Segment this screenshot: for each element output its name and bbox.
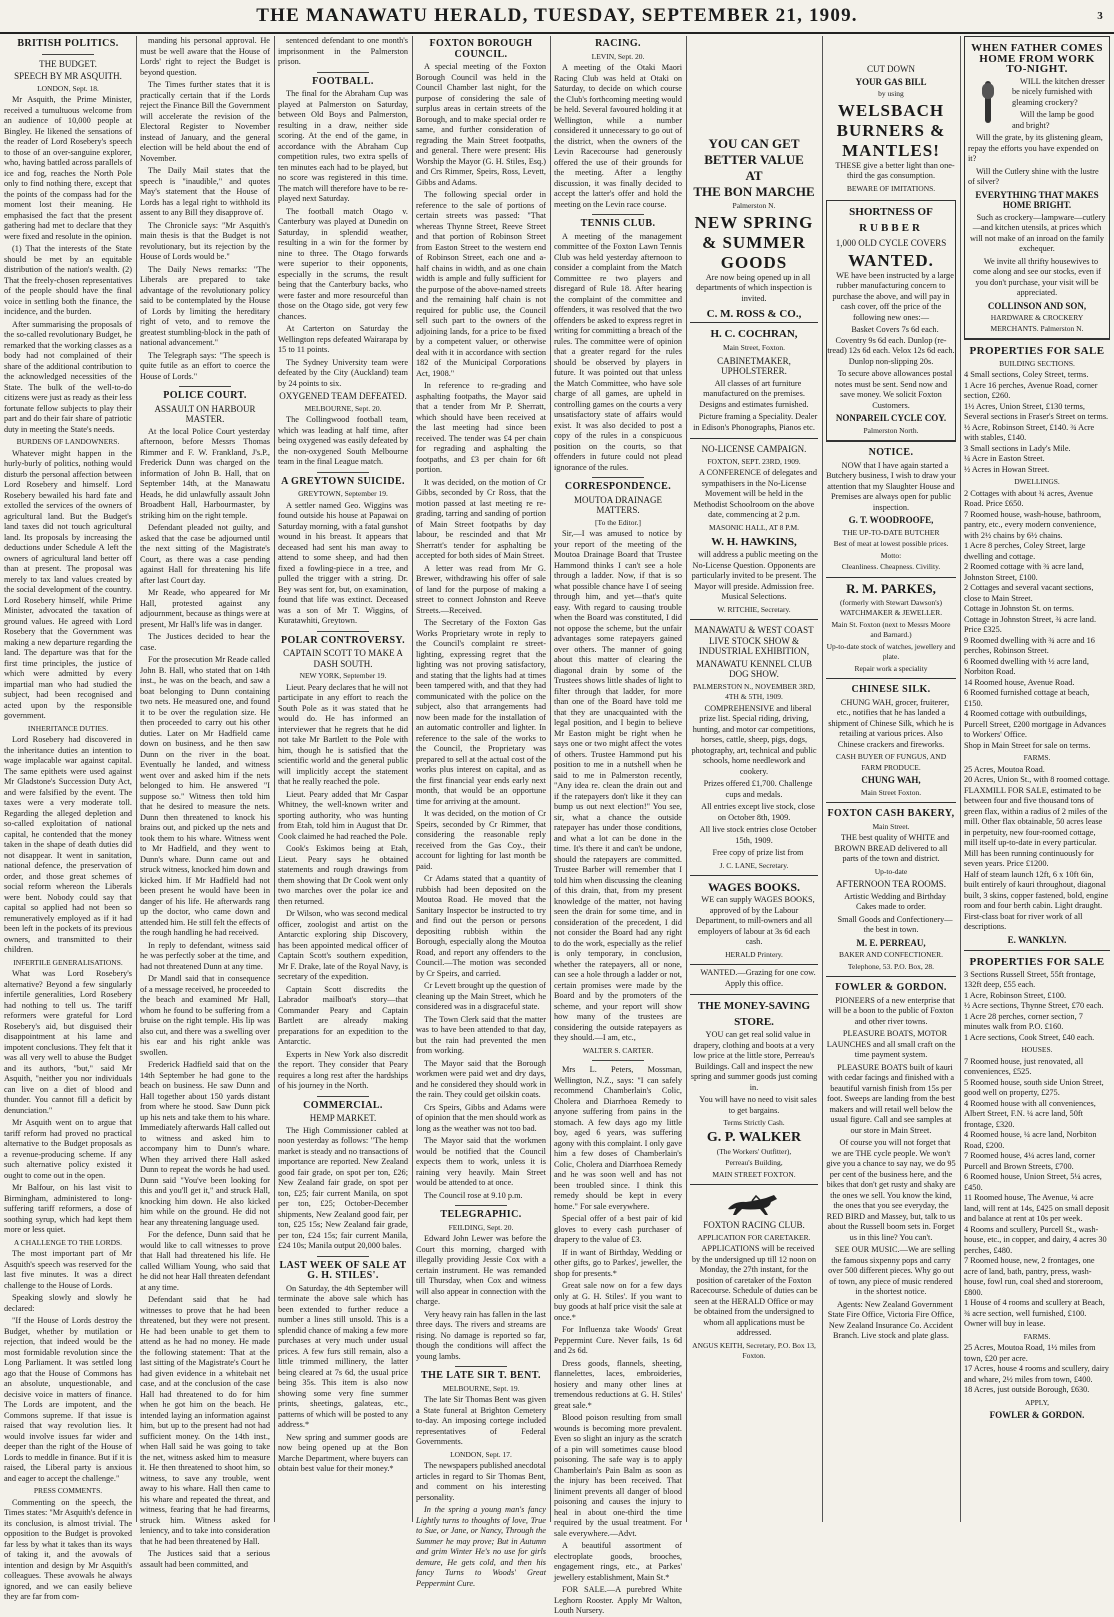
property-list: 4 Small sections, Coley Street, terms. 1 Acre 16 perches, Avenue Road, corner section, £260. 1½ Acres, Union Street, £130 terms, Several sections in Fraser's Street on terms. ½ Acre, Robinson Street, £140. ¾ Acre with stables, £140. 3 Small sections in Lady's Mile. ¼ Acre in Easton Street. ½ Acres in Howan Street.: [964, 370, 1109, 474]
ad-merchant: M. E. PERREAU,: [856, 937, 926, 948]
article-paragraph: For the defence, Dunn said that he would like to call witnesses to prove that Hall had threatened his life. He called William Young, who said that he did not hear Hall threaten defendant at any time.: [140, 1230, 270, 1292]
ad-trade: CABINETMAKER, UPHOLSTERER.: [717, 355, 791, 376]
ad-merchant: NONPAREIL CYCLE COY.: [835, 413, 947, 423]
article-paragraph: It was decided, on the motion of Cr Gibbs, seconded by Cr Ross, that the motion passed at last meeting re re-grading, tarring and sanding of portion of Main Street footpaths by day labour, be rescinded and that Mr Sherratt's tender for asphalting be accepted for both sides of Main Street.: [416, 477, 546, 560]
ad-body: Repair work a speciality: [854, 663, 928, 673]
ad-date: PALMERSTON N., NOVEMBER 3RD, 4TH & 5TH, 1909.: [692, 681, 816, 701]
article-paragraph: Lieut. Peary added that Mr Caspar Whitney, the well-known writer and sporting authority, who was hunting from Etah, told him in August that Dr. Cook claimed he had reached the Pole.: [278, 789, 408, 841]
ad-location: Main Street.: [872, 821, 910, 831]
ad-butcher: [826, 441, 956, 577]
advertisement-paragraph: If in want of Birthday, Wedding or other gifts, go to Parkes', jeweller, the shop for presents.*: [554, 1247, 682, 1278]
article-paragraph: At the local Police Court yesterday afternoon, before Messrs Thomas Rimmer and F. W. Frankland, J's.P., Frederick Dunn was charged on the information of John B. Hall, that on September 14th, at the Manawatu Heads, he did unlawfully assault John Broadbent Hall, Harbourmaster, by striking him on the right temple.: [140, 426, 270, 520]
ad-subtitle: AFTERNOON TEA ROOMS.: [835, 879, 947, 889]
ad-body: WILL the kitchen dresser be nicely furnished with gleaming crockery?: [1012, 76, 1105, 107]
article-paragraph: The Justices said that a serious assault had been committed, and: [140, 1549, 270, 1569]
ad-bakery: [826, 802, 956, 976]
advertisement-paragraph: Mrs L. Peters, Mossman, Wellington, N.Z., says: "I can safely recommend Chamberlain's Colic, Cholera and Diarrhoea Remedy to anyone suffering from pains in the stomach. A few days ago my little boy, aged 6 years, was suffering agony with this complaint. I only gave him a few doses of Chamberlain's Colic, Cholera and Diarrhoea Remedy and he was soon well and has not been troubled since. I think this remedy should be kept in every home." For sale everywhere.: [554, 1065, 682, 1211]
ad-body: PIONEERS of a new enterprise that will be a boon to the public of Foxton and other river towns.: [828, 995, 955, 1026]
column-rule: [822, 36, 823, 1522]
ad-signature: J. C. LANE, Secretary.: [719, 860, 789, 870]
ad-body: WE can supply WAGES BOOKS, approved of by the Labour Department, to mill-owners and all employers of labour at 3s 6d each cash.: [695, 895, 815, 946]
ad-headline: FOXTON RACING CLUB.: [703, 1220, 805, 1230]
article-paragraph: manding his personal approval. He must be well aware that the House of Lords' right to reject the Budget is beyond question.: [140, 36, 270, 77]
letter-signature: WALTER S. CARTER.: [582, 1045, 654, 1055]
article-paragraph: The Times further states that it is practically certain that if the Lords reject the Finance Bill the Government will accelerate the revision of the Electoral Register to November instead of January, and the general election will be held about the end of November.: [140, 80, 270, 163]
column-3: [278, 36, 408, 1522]
article-paragraph: It was decided, on the motion of Cr Speirs, seconded by Cr Rimmer, that considering the reasonable reply received from the Gas Coy., their account for lighting for last month be paid.: [416, 809, 546, 871]
headline: BRITISH POLITICS.: [17, 38, 119, 49]
ad-body: Will the lamp be good and bright?: [1012, 110, 1094, 130]
ad-location: Palmerston North.: [863, 425, 919, 435]
ad-subtitle: THE UP-TO-DATE BUTCHER: [842, 527, 940, 537]
article-paragraph: The following special order in reference to the sale of portions of certain streets was passed: "That whereas Thynne Street, Reeve Street and that portion of Robinson Street from Easton Street to the western end of Robinson Street, each one and a-half chains in width, and as one chain width is ample and fully sufficient for the purpose of the above-named streets and the remaining half chain is not required for public use, the Council sell such part to the owners of the adjoining lands, for a price to be fixed by a competent valuer, or otherwise deal with it in accordance with section 182 of the Municipal Corporations Act, 1908.": [416, 190, 546, 378]
spacer: [826, 36, 956, 62]
ad-body: Of course you will not forget that we are THE cycle people. We won't give you a chance to say nay, we do 95 per cent of the business here, and the bikes that don't get rusty and shaky are the ones we sell. You know the kind, the ones that you see everyday, the RED BIRD and Massey, but, talk to us about the Russell boom sets in. Forget us in this line? You can't.: [826, 1138, 956, 1242]
ad-venue: MASONIC HALL, AT 8 P.M.: [708, 522, 800, 532]
dateline: MELBOURNE, Sept. 19.: [442, 1383, 520, 1393]
ad-store-name: THE BON MARCHE: [693, 184, 815, 199]
headline: CORRESPONDENCE.: [564, 481, 672, 492]
ad-text: BETTER VALUE: [704, 152, 804, 167]
ad-subtitle: (formerly with Stewart Dawson's) WATCHMAKER & JEWELLER.: [839, 597, 943, 617]
column-8: [964, 36, 1110, 1522]
ad-headline: CHINESE SILK.: [851, 684, 931, 695]
headline: FOXTON BOROUGH COUNCIL.: [429, 38, 533, 60]
article-paragraph: Mr Asquith went on to argue that tariff reform had proved no practical alternative to the Budget proposals as a revenue-producing scheme. If any such alternative policy existed it ought to come out in the open.: [4, 1118, 132, 1180]
article-paragraph: The Daily News remarks: "The Liberals are prepared to take advantage of the revolutionary policy said to be contemplated by the House of Lords by limiting the hereditary right of veto, and to remove the greatest stumbling-block in the path of national advancement.": [140, 264, 270, 347]
ad-signature: W. RITCHIE, Secretary.: [717, 604, 791, 614]
dateline: NEW YORK, September 19.: [299, 671, 387, 680]
ad-body: All classes of art furniture manufactured on the premises. Designs and estimates furnished.: [699, 378, 809, 409]
article-paragraph: Edward John Lewer was before the Court this morning, charged with illegally providing Jessie Cox with a certain instrument. He was remanded till Thursday, when Cox and witness will also appear in connection with the charge.: [416, 1234, 546, 1306]
ad-merchant: R. M. PARKES,: [846, 580, 936, 596]
article-paragraph: After summarising the proposals of the so-called revolutionary Budget, he remarked that the working classes as a body had not complained of their share of the additional contribution to the acknowledged necessities of the State. The bulk of the well-to-do citizens were just as ready as their less fortunate fellow subjects to play their part and do their fair share of patriotic duty in meeting the State's needs.: [4, 319, 132, 434]
article-paragraph: The Collingwood football team, which was leading at half time, after being oxygened was easily defeated by the non-oxygened South Melbourne team in the final League match.: [278, 415, 408, 466]
ad-body: Will the Cutlery shine with the lustre of silver?: [968, 166, 1099, 186]
ad-collinson: [964, 36, 1110, 339]
article-paragraph: The Mayor said that the workmen would be notified that the Council expects them to work, unless it is raining very heavily. Main Street would be attended to at once.: [416, 1136, 546, 1187]
ad-headline: THE MONEY-SAVING STORE.: [697, 1000, 811, 1028]
ad-subtitle: (The Workers' Outfitter),: [716, 1146, 792, 1156]
section-heading: INFERTILE GENERALISATIONS.: [13, 957, 123, 967]
ad-subtitle: APPLICATION FOR CARETAKER.: [697, 1232, 811, 1242]
headline: RACING.: [595, 38, 641, 49]
ad-contact: Telephone, 53. P.O. Box, 28.: [847, 961, 935, 971]
article-paragraph: "If the House of Lords destroy the Budget, whether by mutilation or rejection, that indeed would be the most formidable revolution since the Long Parliament. It was settled long ago that the House of Commons has an absolute, unquestionable, and decisive voice in matters of finance. The Lords are impotent, and the Commons supreme. If that issue is raised that way revolution lies. It would involve issues far wider and deeper than the right of the House of Lords to meddle in finance. But if it is raised, the Liberal party is anxious and eager to accept the challenge.": [4, 1316, 132, 1483]
ad-body: A CONFERENCE of delegates and sympathisers in the No-License Movement will be held in the Methodist Schoolroom on the above date, commencing at 2 p.m.: [693, 468, 817, 519]
headline: FOOTBALL.: [312, 75, 374, 87]
headline: COMMERCIAL.: [303, 1099, 383, 1111]
article-paragraph: The late Sir Thomas Bent was given a State funeral at Brighton Cemetery to-day. An imposing cortege included representatives of Federal Governments.: [416, 1395, 546, 1446]
ad-body: Artistic Wedding and Birthday Cakes made to order.: [844, 891, 946, 911]
article-paragraph: A meeting of the management committee of the Foxton Lawn Tennis Club was held yesterday afternoon to consider a complaint from the Match Committee re two players and disregard of Rule 18. After hearing the complaint of the committee and offenders, it was resolved that the two offenders be asked to express regret in writing for committing a breach of the rules. The committee were of opinion that a greater regard for the rules should be observed by players in future. It was pointed out that unless the Match Committee, who have sole charge of all games, are upheld in controlling games on the courts a very unsatisfactory state of affairs would exist. It was also decided to post a copy of the rules in a conspicuous position on the courts, so that offenders in future could not plead ignorance of the rules.: [554, 231, 682, 472]
advertisement-paragraph: Dress goods, flannels, sheeting, flannelettes, laces, embroideries, hosiery and many other lines at tremendous reductions at G. H. Stiles' great sale.*: [554, 1358, 682, 1410]
verse-advertisement: In the spring a young man's fancy Lightly turns to thoughts of love, True to Sue, or Jane, or Nancy, Through the Summer he may prove; But in Autumn and grim Winter He's no use for girls demure, He gets cold, and then his fancy Turns to Woods' Great Peppermint Cure.: [416, 1505, 546, 1588]
section-heading: HOUSES.: [1021, 1045, 1053, 1054]
article-paragraph: Frederick Hadfield said that on the 14th September he had gone to the beach on business. He saw Dunn and Hall together about 150 yards distant from where he stood. Saw Dunn pick up his nets and take them to his whare. Immediately afterwards Hall called out to witness and asked him to accompany him to Dunn's whare. When they arrived there Hall asked Dunn to repeat the words he had used. Dunn said "You've been looking for this and you'll get it," and struck Hall, knocking him down. He also kicked him while on the ground. He did not hear any threatening language used.: [140, 1060, 270, 1227]
dateline: LEVIN, Sept. 20.: [591, 51, 645, 61]
dateline: MELBOURNE, Sept. 20.: [304, 403, 382, 413]
subheadline: THE BUDGET.: [39, 58, 97, 69]
dateline: GREYTOWN, September 19.: [298, 489, 388, 498]
subheadline: ASSAULT ON HARBOUR MASTER.: [154, 403, 256, 424]
article-paragraph: Defendant said that he had witnesses to prove that he had been threatened, but they were not present. He had been unable to get them to attend as he had no money. He made the following statement: That at the last sitting of the Magistrate's Court he had given evidence in a whitebait net case, and at the conclusion of the case Hall had threatened to do for him when he got him on the beach. He intended laying an information against him, but up to the present had not had sufficient money. On the 14th inst., when Hall said he was going to take the net, witness asked him to measure it. He then threatened to shoot him, so witness, to save any trouble, went away to his whare. Hall then came to his whare and repeated the threat, and witness, fearing that he had firearms, struck him. Witness asked for leniency, and to take into consideration that he had been threatened by Hall.: [140, 1295, 270, 1546]
ad-body: Such as crockery—lampware—cutlery—and kitchen utensils, at prices which will not make of an inroad on the family exchequer.: [969, 212, 1106, 253]
ad-body: WE have been instructed by a large rubber manufacturing concern to purchase the above, and will pay in cash cover, off the price of the following new ones:—: [832, 270, 954, 322]
article-paragraph: The Secretary of the Foxton Gas Works Proprietary wrote in reply to the Council's complaint re street-lighting, expressing regret that the lighting was not proving satisfactory, and stating that the lights had at times been tampered with, and that they had communicated with the police on the subject, also that arrangements had now been made for the installation of an automatic controller and lighter. In reference to the sale of the works to the Council, the Proprietary was prepared to sell at the actual cost of the works plus interest on capital, and as the first financial year ends early next month, that would be an opportune time for arriving at the amount.: [416, 618, 546, 806]
ad-headline: WHEN FATHER COMES HOME FROM WORK TO-NIGHT.: [971, 42, 1103, 75]
article-paragraph: sentenced defendant to one month's imprisonment in the Palmerston prison.: [278, 36, 408, 66]
article-paragraph: Cr Adams stated that a quantity of rubbish had been deposited on the Moutoa Road. He moved that the Sanitary Inspector be instructed to try and find out the person or persons depositing rubbish within the Borough, especially along the Moutoa Road, and report any offenders to the Council.—The motion was seconded by Cr Speirs, and carried.: [416, 874, 546, 978]
ad-location: MAIN STREET FOXTON.: [712, 1169, 796, 1179]
property-list: 3 Sections Russell Street, 55ft frontage, 132ft deep, £55 each. 1 Acre, Robinson Street, £100. ½ Acre sections, Thynne Street, £70 each. 1 Acre 28 perches, corner section, 7 minutes walk from P.O. £160. 1 Acre sections, Cook Street, £40 each.: [964, 969, 1104, 1042]
divider: [42, 54, 93, 55]
headline: A GREYTOWN SUICIDE.: [281, 475, 405, 487]
ad-text: Up-to-date: [874, 866, 908, 876]
advertisement-paragraph: Special offer of a best pair of kid gloves to every cash purchaser of drapery to the value of £3.: [554, 1214, 682, 1244]
ad-text: AT: [745, 168, 763, 183]
dateline: LONDON, Sept. 17.: [450, 1449, 512, 1459]
article-paragraph: Mr Reade, who appeared for Mr Hall, protested against any adjournment, because as things were at present, Mr Hall's life was in danger.: [140, 588, 270, 629]
column-rule: [136, 36, 137, 1522]
ad-rubber: [826, 200, 956, 441]
ad-body: SEE OUR MUSIC.—We are selling the famous sixpenny pops and carry over 500 different pieces. Why go out of town, any piece of music rendered in the shortest notice.: [828, 1245, 956, 1296]
article-paragraph: The newspapers published anecdotal articles in regard to Sir Thomas Bent, and comment on his interesting personality.: [416, 1461, 546, 1502]
ad-text: YOU CAN GET: [708, 136, 800, 151]
dateline: LONDON, Sept. 18.: [37, 83, 99, 93]
ad-signature: HERALD Printery.: [725, 949, 783, 959]
ad-merchant: COLLINSON AND SON,: [987, 300, 1087, 311]
article-paragraph: The Justices decided to hear the case.: [140, 632, 270, 652]
ad-text: YOUR GAS BILL: [855, 76, 927, 87]
ad-body: WANTED.—Grazing for one cow. Apply this office.: [700, 968, 816, 988]
ad-merchant: C. M. ROSS & CO.,: [706, 308, 802, 320]
property-list: 2 Cottages with about ¾ acres, Avenue Road. Price £650. 7 Roomed house, wash-house, bathroom, pantry, etc., every modern convenience, with 2½ chains by 6½ chains. 1 Acre 8 perches, Coley Street, large dwelling and cottage. 2 Roomed cottage with ¾ acre land, Johnston Street, £100. 2 Cottages and several vacant sections, close to Main Street. Cottage in Johnston St. on terms. Cottage in Johnston Street, ¾ acre land. Price £325. 9 Roomed dwelling with ¾ acre and 16 perches, Robinson Street. 6 Roomed dwelling with ½ acre land, Norbiton Road. 14 Roomed house, Avenue Road. 6 Roomed furnished cottage at beach, £150. 4 Roomed cottage with outbuildings, Purcell Street, £200 mortgage in Advances to Workers' Office. Shop in Main Street for sale on terms.: [964, 488, 1106, 750]
advertisement-paragraph: Great sale now on for a few days only at G. H. Stiles'. If you want to buy goods at half price visit the sale at once.*: [554, 1281, 682, 1322]
article-paragraph: Crs Speirs, Gibbs and Adams were of opinion that the men should work as long as the weather was not too bad.: [416, 1102, 546, 1133]
headline: LAST WEEK OF SALE AT G. H. STILES'.: [279, 1259, 407, 1281]
divider: [592, 214, 643, 215]
advertisement-paragraph: Blood poison resulting from small wounds is becoming more prevalent. Even so slight an injury as the scratch of a pin will sometimes cause blood poisoning. The safe way is to apply Chamberlain's Pain Balm as soon as the injury has been received. That liniment prevents all danger of blood poisoning and causes the injury to heal in about one-third the time required by the usual treatment. For sale everywhere.—Advt.: [554, 1413, 682, 1538]
dateline: FEILDING, Sept. 20.: [448, 1222, 514, 1232]
column-rule: [274, 36, 275, 1522]
ad-body: YOU can get real solid value in drapery, clothing and boots at a very low price at the little store, Perreau's Buildings. Call and inspect the new spring and summer goods just coming in.: [690, 1030, 818, 1092]
section-heading: FARMS.: [1023, 1331, 1051, 1341]
ad-headline: FOWLER & GORDON.: [835, 982, 947, 993]
headline: POLAR CONTROVERSY.: [280, 634, 406, 646]
subheadline: CAPTAIN SCOTT TO MAKE A DASH SOUTH.: [283, 648, 403, 669]
section-heading: BURDENS OF LANDOWNERS.: [16, 437, 120, 446]
ad-no-license: [690, 438, 818, 619]
column-rule: [686, 36, 687, 1522]
ad-merchant: E. WANKLYN.: [1007, 934, 1067, 945]
article-paragraph: The Sydney University team were defeated by the City (Auckland) team by 24 points to six.: [278, 357, 408, 388]
spacer: [690, 36, 818, 136]
article-paragraph: Mr Balfour, on his last visit to Birmingham, administered to long-suffering tariff reformers, a dose of soothing syrup, which had kept them more or less quiet.: [4, 1183, 132, 1234]
page-number: 3: [1097, 10, 1104, 22]
ad-headline: NOTICE.: [868, 447, 914, 458]
masthead: [0, 0, 1114, 34]
article-paragraph: Experts in New York also discredit the report. They consider that Peary requires a long rest after the hardships of his journey in the North.: [278, 1049, 408, 1090]
ad-headline: PROPERTIES FOR SALE: [969, 345, 1105, 357]
ad-body: APPLICATIONS will be received by the undersigned up till 12 noon on Monday, the 27th instant, for the position of caretaker of the Foxton Racecourse. Schedule of duties can be seen at the HERALD Office or may be obtained from the undersigned to whom all applications must be addressed.: [690, 1244, 818, 1337]
article-paragraph: The football match Otago v. Canterbury was played at Dunedin on Saturday, in splendid weather, resulting in a win for the former by nine to three. The Otago forwards were superior to their opponents, especially in the scrums, the result being that the Canterbury backs, who were faster and more resourceful than those on the Otago side, got very few chances.: [278, 206, 408, 321]
divider: [455, 1366, 507, 1367]
ad-body: PLEASURE BOATS built of kauri with cedar facings and finished with a beautiful varnish finish from 15s per foot. Sweeps are landing from the best makers and will retail well below the usual figure. Call and see samples at our store in Main Street.: [827, 1062, 955, 1135]
article-paragraph: On Saturday, the 4th September will terminate the above sale which has been extended to further reduce a number a lines still unsold. This is a splendid chance of making a few more purchases at very much under usual prices. A few furs still remain, also a little trimmed millinery, the latter being cleared at 7s 6d, the usual price being 35s. This item is also now showing some very fine summer prints, sheetings, galateas, etc., patterns of which will be posted to any address.*: [278, 1283, 408, 1429]
ad-body: You will have no need to visit sales to get bargains.: [699, 1095, 817, 1115]
ad-terms: Terms Strictly Cash.: [723, 1118, 785, 1127]
divider: [317, 472, 369, 473]
article-paragraph: Mr Asquith, the Prime Minister, received a tumultuous welcome from an audience of 10,000 people at Bingley. He likened the sensations of the reader of Lord Rosebery's speech to those of an over-sanguine explorer, who, having battled across parallels of ice and fog, reaches the North Pole only to find nothing there, except that the points of the compass had for the moment lost their meaning. He emphasised the fact that the present gathering had met to declare that they were fixed and resolute in the opinion.: [4, 95, 132, 241]
property-list: 25 Acres, Moutoa Road. 20 Acres, Union St., with 8 roomed cottage. FLAXMILL FOR SALE, estimated to be between four and five thousand tons of green flax, within a radius of 2 miles of the mill. Other flax obtainable, 50 acres lease in perpetuity, new four-roomed cottage, mill itself up-to-date in every particular. Mill has been running continuously for seven years. Price £1200. Half of steam launch 12ft, 6 x 10ft 6in, built entirely of kauri throughout, diagonal built, 3 skins, copper fastened, bold, engine room and four berth cabin. Light draught. First-class boat for river work of all descriptions.: [964, 764, 1110, 931]
ad-body: CHUNG WAH, grocer, fruiterer, etc., notifies that he has landed a shipment of Chinese Silk, which he is retailing at various prices. Also Chinese crackers and fireworks.: [828, 697, 954, 749]
property-list: 7 Roomed house, just renovated, all conveniences, £525. 5 Roomed house, south side Union Street, good well on property, £275. 4 Roomed house with all conveniences, Albert Street, F.N. ¼ acre land, 50ft frontage, £320. 4 Roomed house, ¼ acre land, Norbiton Road, £200. 7 Roomed house, 4¼ acres land, corner Purcell and Brown Streets, £700. 6 Roomed house, Union Street, 5¼ acres, £450. 11 Roomed house, The Avenue, ¼ acre land, will rent at 14s, £425 on small deposit and balance at rent at 10s per week. 4 Rooms and scullery, Purcell St., wash-house, etc., in copper, and dairy, 4 acres 30 perches, £480. 7 Roomed house, new, 2 frontages, one acre of land, bath, pantry, press, wash-house, fowl run, coal shed and storeroom, £800. 1 House of 4 rooms and scullery at Beach, ¾ acre section, well furnished, £100. Owner will buy in lease.: [964, 1056, 1110, 1328]
article-paragraph: Cr Levett brought up the question of cleaning up the Main Street, which he considered was in a disgraceful state.: [416, 981, 546, 1011]
subheadline: MOUTOA DRAINAGE MATTERS.: [573, 494, 663, 515]
divider: [317, 631, 369, 632]
article-paragraph: Cook's Eskimos being at Etah, Lieut. Peary says he obtained statements and rough drawings from them showing that Dr Cook went only two marches over the polar ice and then returned.: [278, 844, 408, 906]
ad-body: We invite all thrifty housewives to come along and see our stocks, even if you don't purchase, your visit will be appreciated.: [972, 256, 1102, 297]
ad-price-list: Basket Covers 7s 6d each. Coventry 9s 6d each. Dunlop (re-tread) 12s 6d each. Velox 12s 6d each. Dunlop non-slipping 20s.: [827, 325, 955, 366]
article-paragraph: Dr Mandl said that in consequence of a message received, he proceeded to the beach and examined Mr Hall, whom he found to be suffering from a bruise on the right temple. His lip was also cut, and there was a swelling over his ear and his right ankle was swollen.: [140, 974, 270, 1057]
ad-chinese-silk: [826, 678, 956, 802]
article-paragraph: In reply to defendant, witness said he was perfectly sober at the time, and had not threatened Dunn at any time.: [140, 940, 270, 971]
article-paragraph: The Town Clerk said that the matter was to have been attended to that day, but the rain had prevented the men from working.: [416, 1014, 546, 1055]
column-rule: [960, 36, 961, 1522]
ad-parkes: [826, 577, 956, 679]
headline: THE LATE SIR T. BENT.: [421, 1370, 541, 1381]
ad-headline: RUBBER: [859, 222, 923, 234]
ad-wanted: [690, 964, 818, 994]
divider: [317, 1256, 369, 1257]
article-paragraph: The Mayor said that the Borough workmen were paid wet and dry days, and he considered they should work in the rain. They could get oilskin coats.: [416, 1058, 546, 1099]
divider: [455, 1205, 507, 1206]
article-paragraph: New spring and summer goods are now being opened up at the Bon Marche Department, where buyers can obtain best value for their money.*: [278, 1432, 408, 1473]
ad-warning: BEWARE OF IMITATIONS.: [846, 183, 936, 193]
ad-body: THE best quality of WHITE and BROWN BREAD delivered to all parts of the town and district.: [834, 833, 950, 863]
letter-paragraph: Sir,—I was amused to notice by your report of the meeting of the Moutoa Drainage Board that Trustee Hammond thinks I can't see a hole through a ladder. Now, if that is so what possible chance have I of seeing through him, and yet—that's quite easy. With regard to causing trouble when the Board was constituted, I did not oppose the scheme, but the unfair advantages some ratepayers gained over others. The manner of going about this matter of clearing the diagonal drain by some of the Trustees shows little shades of light to filter through that ladder, for more than one of the Board have told me that they are unacquainted with the legal position, and I begin to believe Mr Easton might be right when he says one or two might affect the votes of others. Trustee Hammond put his position to me in a nutshell when he said to me in Palmerston recently, "Any idea re. clean the drain out and if the ratepayers don't like it they can bump us out next election!" You see, sir, what a chance the outside ratepayer has under those conditions, and what a lot can be done in the time. It's there it and can't be undone, should the ratepayers are committed. Trustee Barber will remember that I told him when discussing the cleaning of this drain, that, from my present knowledge of the matter, not having seen the drain for some time, and in consideration of the precedent, I did not consider the Board had any right to do the work, especially as the relief is only temporary, in conclusion, whether the ratepayers, all or none, can see a hole through a ladder or not, certain promises were made by the Board and by the promoters of the scheme, and your report will show how many of the trustees are considering the outside ratepayers as they should.—I am, etc.,: [554, 529, 682, 1042]
column-rule: [550, 36, 551, 1522]
subheadline: SPEECH BY MR ASQUITH.: [14, 71, 122, 81]
ad-text: CUT DOWN: [866, 64, 916, 74]
ad-headline: WAGES BOOKS.: [707, 880, 801, 894]
column-7: [826, 36, 956, 1522]
ad-merchant: G. P. WALKER: [706, 1129, 802, 1145]
ad-signature: ANGUS KEITH, Secretary, P.O. Box 13, Foxton.: [692, 1340, 816, 1360]
ad-headline: WELSBACH: [837, 100, 945, 120]
ad-headline: WANTED.: [848, 250, 934, 270]
column-6: [690, 36, 818, 1522]
ad-merchant: H. C. COCHRAN,: [710, 328, 798, 340]
ad-body: NOW that I have again started a Butchery business, I wish to draw your attention that my Slaughter House and Premises are always open for public inspection.: [826, 460, 956, 512]
ad-headline: NO-LICENSE CAMPAIGN.: [701, 444, 807, 454]
article-paragraph: Speaking slowly and slowly he declared:: [4, 1293, 132, 1313]
article-paragraph: The Council rose at 9.10 p.m.: [424, 1190, 523, 1200]
ad-body: Best of meat at lowest possible prices.: [833, 539, 949, 548]
ad-headline: NEW SPRING: [694, 212, 814, 232]
editor-note: [To the Editor.]: [595, 517, 641, 527]
ad-headline: SHORTNESS OF: [849, 206, 933, 218]
divider: [592, 1060, 643, 1061]
ad-body: THESE give a better light than one-third the gas consumption.: [835, 160, 955, 180]
article-paragraph: The final for the Abraham Cup was played at Palmerston on Saturday, between Old Boys and Palmerston, resulting in a draw, neither side scoring. At the end of the game, in accordance with the Abraham Cup competition rules, two extra spells of ten minutes each had to be played, but no score was registered in this time. The match will therefore have to be re-played next Saturday.: [278, 89, 408, 203]
article-paragraph: The Daily Mail states that the speech is "inaudible," and quotes May's statement that the House of Lords has a legal right to withhold its assent to any Bill they disapprove of.: [140, 166, 270, 217]
headline: POLICE COURT.: [163, 390, 247, 401]
ad-body: Picture framing a Speciality. Dealer in Edison's Phonographs, Pianos etc.: [693, 412, 818, 432]
article-paragraph: What was Lord Rosebery's alternative? Beyond a few singularly infertile generalities, Lord Rosebery had nothing to tell us. The tariff reformers were grateful for Lord Rosebery's aid, but disguised their disappointment at his lame and impotent conclusions. They felt that it was all very well to abuse the Budget and its authors, "but," said Mr Asquith, "neither you nor individuals can live on a diet of blood and thunder. You cannot fill a deficit by denunciation.": [4, 969, 132, 1115]
article-paragraph: Whatever might happen in the hurly-burly of politics, nothing would disturb the personal affection between Lord Rosebery and himself. Lord Rosebery bewailed his hard fate and extolled the services of the owners of agricultural land. But the Budget's land taxes did not touch agricultural land. Its proposals by increasing the deductions under Schedule A left the owners of agricultural land better off than at present. The proposal was merely to tax land values created by the social development of the country. Lord Rosebery himself, while Prime Minister, advocated the taxation of ground values. He agreed with Lord Rosebery that the Government was making a new departure regarding the land. The departure was that for the first time principles, the justice of which were admitted by every impartial man who had studied the subject, had been recognised and acted upon by the responsible government.: [4, 448, 132, 720]
column-1: [4, 36, 132, 1601]
headline: TENNIS CLUB.: [580, 218, 656, 229]
section-heading: PRESS COMMENTS.: [33, 1486, 103, 1495]
ad-motto-label: Motto:: [880, 550, 902, 560]
property-list: 25 Acres, Moutoa Road, 1½ miles from town, £20 per acre. 17 Acres, house 4 rooms and scullery, dairy and whare, 2½ miles from town, £400. 18 Acres, just outside Borough, £630.: [964, 1343, 1109, 1394]
ad-headline: MANAWATU & WEST COAST LIVE STOCK SHOW & INDUSTRIAL EXHIBITION,: [694, 625, 814, 656]
ad-headline: GOODS: [720, 252, 788, 272]
column-rule: [412, 36, 413, 1522]
ad-motto: Cleanliness. Cheapness. Civility.: [841, 562, 941, 571]
ad-merchant: CHUNG WAH,: [861, 775, 921, 785]
ad-location: Main Street, Foxton.: [722, 343, 786, 352]
article-paragraph: For the prosecution Mr Reade called John B. Hall, who stated that on 14th inst., he was on the beach, and saw a boat belonging to Dunn containing two nets. He measured one, and found it to be over the regulation size. He then proceeded to carry out his other duties. Later on Mr Hadfield came down on business, and he then saw Dunn on the river in the boat. Eventually he landed, and witness went over and asked him if the nets belonged to him. He answered "I suppose so." Witness then told him that he desired to measure the nets. Dunn then threatened to knock his brains out, and picked up the nets and took them to his whare. Witness went to Mr Hadfield, and they went to Dunn's whare. Dunn came out and struck witness, knocked him down and kicked him. If Mr Hadfield had not been present he would have been in danger of his life. He afterwards rang up the doctor, who came down and attended him. He still felt the effects of the rough handling he had received.: [140, 655, 270, 937]
ad-body: Small Goods and Confectionery—the best in town.: [837, 914, 953, 934]
divider: [179, 386, 231, 387]
article-paragraph: Commenting on the speech, the Times states: "Mr Asquith's defence in its conclusion, is almost trivial. The opposition to the Budget is provoked far less by what it takes than its ways of taking it, and the avowals of intention and design by Mr Asquith's colleagues. These avowals he always ignored, and we can easily believe they are far from com-: [4, 1497, 132, 1601]
ad-body: All live stock entries close October 15th, 1909.: [699, 825, 817, 845]
ad-merchant: FOWLER & GORDON.: [989, 1410, 1085, 1420]
ad-body: Are now being opened up in all departments of which inspection is invited.: [696, 272, 812, 303]
section-heading: INHERITANCE DUTIES.: [27, 723, 109, 733]
article-paragraph: The High Commissioner cabled at noon yesterday as follows: "The hemp market is steady and no transactions of importance are reported. New Zealand good fair grade, on spot per ton, £26; New Zealand fair grade, on spot per ton, £25; fair current Manila, on spot per ton, £25; October-December shipments, New Zealand good fair, per ton, £25 15s; New Zealand fair grade, per ton, £24 15s; fair current Manila, £24 10s; Manila output 20,000 bales.: [278, 1125, 408, 1250]
ad-body: Will the grate, by its glistening gleam, repay the efforts you have expended on it?: [968, 133, 1103, 163]
article-paragraph: Defendant pleaded not guilty, and asked that the case be adjourned until the next sitting of the Magistrate's Court, as there was a case pending against Hall for threatening his life after last Court day.: [140, 523, 270, 585]
ad-body: Free copy of prize list from: [712, 848, 804, 857]
ad-subtitle: HARDWARE & CROCKERY MERCHANTS. Palmerston N.: [990, 313, 1084, 333]
ad-wages-books: [690, 875, 818, 964]
ad-location: Main Street Foxton.: [860, 787, 922, 797]
racehorse-illustration: [724, 1191, 784, 1217]
ad-text: APPLY,: [1025, 1397, 1049, 1407]
article-paragraph: At Carterton on Saturday the Wellington reps defeated Wairarapa by 15 to 11 points.: [278, 324, 408, 354]
article-paragraph: In reference to re-grading and asphalting footpaths, the Mayor said that a tender from Mr P. Sherratt, which should have been received at the last meeting had since been received. The tender was £4 per chain for regrading and asphalting the footpaths, and £3 per chain for 6ft portion.: [416, 381, 546, 474]
divider: [317, 1096, 369, 1097]
divider: [317, 72, 369, 73]
ad-fowler-gordon: [826, 976, 956, 1347]
divider: [592, 477, 643, 478]
article-paragraph: Lord Rosebery had discovered in the inheritance duties an intention to wage implacable war against capital. The same epithets were used against Mr Gladstone's Succession Duty Act, and were falsified by the event. The taxes were a very moderate toll. Regarding the alleged depletion and so-called exploitation of national capital, he contended that the money taken in the shape of death duties did not disappear. It went in sanitation, national defence, the preservation of order, and those great schemes of social reform whereon the Liberals were bent. Nobody could say that capital so applied had not been so remuneratively employed as if it had been left in the pockets of its previous owners, and transmitted to their children.: [4, 735, 132, 954]
advertisement-paragraph: FOR SALE.—A purebred White Leghorn Rooster. Apply Mr Walton, Louth Nursery.: [554, 1585, 682, 1615]
ad-merchant: G. T. WOODROOFE,: [848, 515, 934, 525]
ad-location: Main St. Foxton (next to Messrs Moore and Barnard.): [831, 619, 951, 639]
ad-location: Perreau's Building,: [725, 1158, 783, 1167]
masthead-title: THE MANAWATU HERALD, TUESDAY, SEPTEMBER 21, 1909.: [256, 5, 858, 26]
ad-body: PLEASURE BOATS, MOTOR LAUNCHES and all small craft on the time payment system.: [826, 1029, 956, 1059]
column-2: [140, 36, 270, 1569]
article-paragraph: Captain Scott discredits the Labrador mailboat's story—that Commander Peary and Captain Bartlett are already making preparations for an expedition to the Antarctic.: [278, 984, 408, 1046]
ad-headline: FOXTON CASH BAKERY,: [827, 808, 955, 819]
ad-headline: PROPERTIES FOR SALE: [969, 956, 1105, 968]
article-paragraph: The Chronicle says: "Mr Asquith's main thesis is that the Budget is not revolutionary, but its rejection by the House of Lords would be.": [140, 220, 270, 261]
article-paragraph: The most important part of Mr Asquith's speech was reserved for the last five minutes. It was a direct challenge to the House of Lords.: [4, 1249, 132, 1290]
subheadline: OXYGENED TEAM DEFEATED.: [279, 391, 407, 401]
ad-subtitle: CASH BUYER OF FUNGUS, AND FARM PRODUCE.: [835, 752, 947, 772]
ad-headline: & SUMMER: [702, 232, 806, 252]
ad-body: will address a public meeting on the No-License Question. Opponents are particularly invited to be present. The Mayor will preside. Admission free. Musical Selections.: [691, 550, 818, 601]
ad-body: All entries except live stock, close on October 8th, 1909.: [701, 802, 815, 822]
ad-text: by using: [878, 89, 904, 98]
ad-headline: MANTLES!: [842, 140, 940, 160]
ad-subtitle: BAKER AND CONFECTIONER.: [839, 950, 943, 959]
article-paragraph: A special meeting of the Foxton Borough Council was held in the Council Chamber last night, for the purpose of considering the sale of surplus areas in certain streets of the Borough, and to make special order re same, and further consideration of regrading the Main Street footpaths, and general. There were present: His Worship the Mayor (G. H. Stiles, Esq.) and Crs Rimmer, Speirs, Ross, Levett, Gibbs and Adams.: [416, 62, 546, 187]
ad-racing-club: [690, 1184, 818, 1366]
ad-headline: MANAWATU KENNEL CLUB DOG SHOW.: [696, 658, 812, 679]
ad-speaker: W. H. HAWKINS,: [711, 536, 797, 548]
ad-body: To secure above allowances postal notes must be sent. Send now and save money. We solicit Foxton Customers.: [834, 369, 953, 410]
ad-date: FOXTON, SEPT. 23RD, 1909.: [707, 456, 801, 466]
section-heading: BUILDING SECTIONS.: [999, 358, 1075, 368]
ad-wanklyn-properties: [964, 339, 1110, 950]
ad-location: Palmerston N.: [732, 201, 776, 210]
ad-fowler-properties: [964, 950, 1110, 1426]
ad-subtitle: 1,000 OLD CYCLE COVERS: [835, 238, 947, 248]
column-4: [416, 36, 546, 1588]
headline: TELEGRAPHIC.: [440, 1209, 522, 1220]
ad-body: COMPREHENSIVE and liberal prize list. Special riding, driving, hunting, and motor car competitions, horses, cattle, sheep, pigs, dogs, photography, art, technical and public schools, home needlework and cookery.: [691, 703, 817, 776]
ad-body: Prizes offered £1,700. Challenge cups and medals.: [703, 779, 813, 799]
article-paragraph: (1) That the interests of the State should be met by an equitable distribution of the nation's wealth. (2) That the freely-chosen representatives of the people should have the final voice in settling both the finance, the incidence, and the burden.: [4, 244, 132, 316]
ad-show: [690, 619, 818, 875]
article-paragraph: Lieut. Peary declares that he will not participate in any effort to reach the South Pole as it was stated that he would do. He has informed an interviewer that he regrets that he did not take Mr Bartlett to the Pole with him, though he is satisfied that the scientific world and the general public will implicitly accept the statement that he really reached the pole.: [278, 682, 408, 786]
article-paragraph: A settler named Geo. Wiggins was found outside his house at Papawai on Saturday morning, with a fatal gunshot wound in his breast. It appears that deceased had sent his man away to attend to some sheep, and had then fixed a fowling-piece in a tree, and pulled the trigger with a string. Dr. Bey was sent for, but, on examination, found that life was extinct. Deceased was a son of Mr T. Wiggins, of Kuratawhiti, Greytown.: [278, 500, 408, 625]
ad-subtitle: EVERYTHING THAT MAKES HOME BRIGHT.: [975, 189, 1099, 210]
ad-cochran: [690, 322, 818, 438]
subheadline: HEMP MARKET.: [309, 1113, 377, 1123]
ad-money-saving: [690, 994, 818, 1184]
section-heading: DWELLINGS.: [1014, 477, 1060, 486]
article-paragraph: A meeting of the Otaki Maori Racing Club was held at Otaki on Saturday, to decide on which course the Club's forthcoming meeting would be held. Several favoured holding it at Wellington, while a number considered it unnecessary to go out of the district, when the owners of the Levin Racecourse had generously offered the use of their grounds for the meeting. After a lengthy discussion, it was finally decided to accept the latter's offer and hold the meeting on the Levin race course.: [554, 63, 682, 209]
ad-body: Up-to-date stock of watches, jewellery and plate.: [826, 641, 956, 661]
ad-headline: BURNERS &: [836, 120, 946, 140]
cutlery-illustration: [968, 79, 1008, 125]
article-paragraph: The Telegraph says: "The speech is quite futile as an effort to coerce the House of Lords.": [140, 350, 270, 381]
section-heading: FARMS.: [1023, 753, 1051, 762]
advertisement-paragraph: A beautiful assortment of electroplate goods, brooches, engagement rings, etc., at Parkes' jewellery establishment, Main St.*: [554, 1541, 682, 1582]
ad-body: Agents: New Zealand Government State Fire Office, Victoria Fire Office, New Zealand Insurance Co. Accident Branch. Live stock and plate glass.: [827, 1299, 955, 1340]
advertisement-paragraph: For Influenza take Woods' Great Peppermint Cure. Never fails, 1s 6d and 2s 6d.: [554, 1325, 682, 1355]
article-paragraph: A letter was read from Mr G. Brewer, withdrawing his offer of sale of land for the purpose of making a street to connect Johnston and Reeve Streets.—Received.: [416, 563, 546, 615]
article-paragraph: Dr Wilson, who was second medical officer, zoologist and artist on the Antarctic exploring ship Discovery, has been appointed medical officer of Captain Scott's southern expedition, Mr F. Drake, late of the Royal Navy, is secretary of the expedition.: [278, 909, 408, 981]
column-5: [554, 36, 682, 1615]
section-heading: A CHALLENGE TO THE LORDS.: [13, 1237, 123, 1247]
article-paragraph: Very heavy rain has fallen in the last three days. The rivers and streams are rising. No damage is reported so far, though the conditions will affect the young lambs.: [416, 1309, 546, 1361]
